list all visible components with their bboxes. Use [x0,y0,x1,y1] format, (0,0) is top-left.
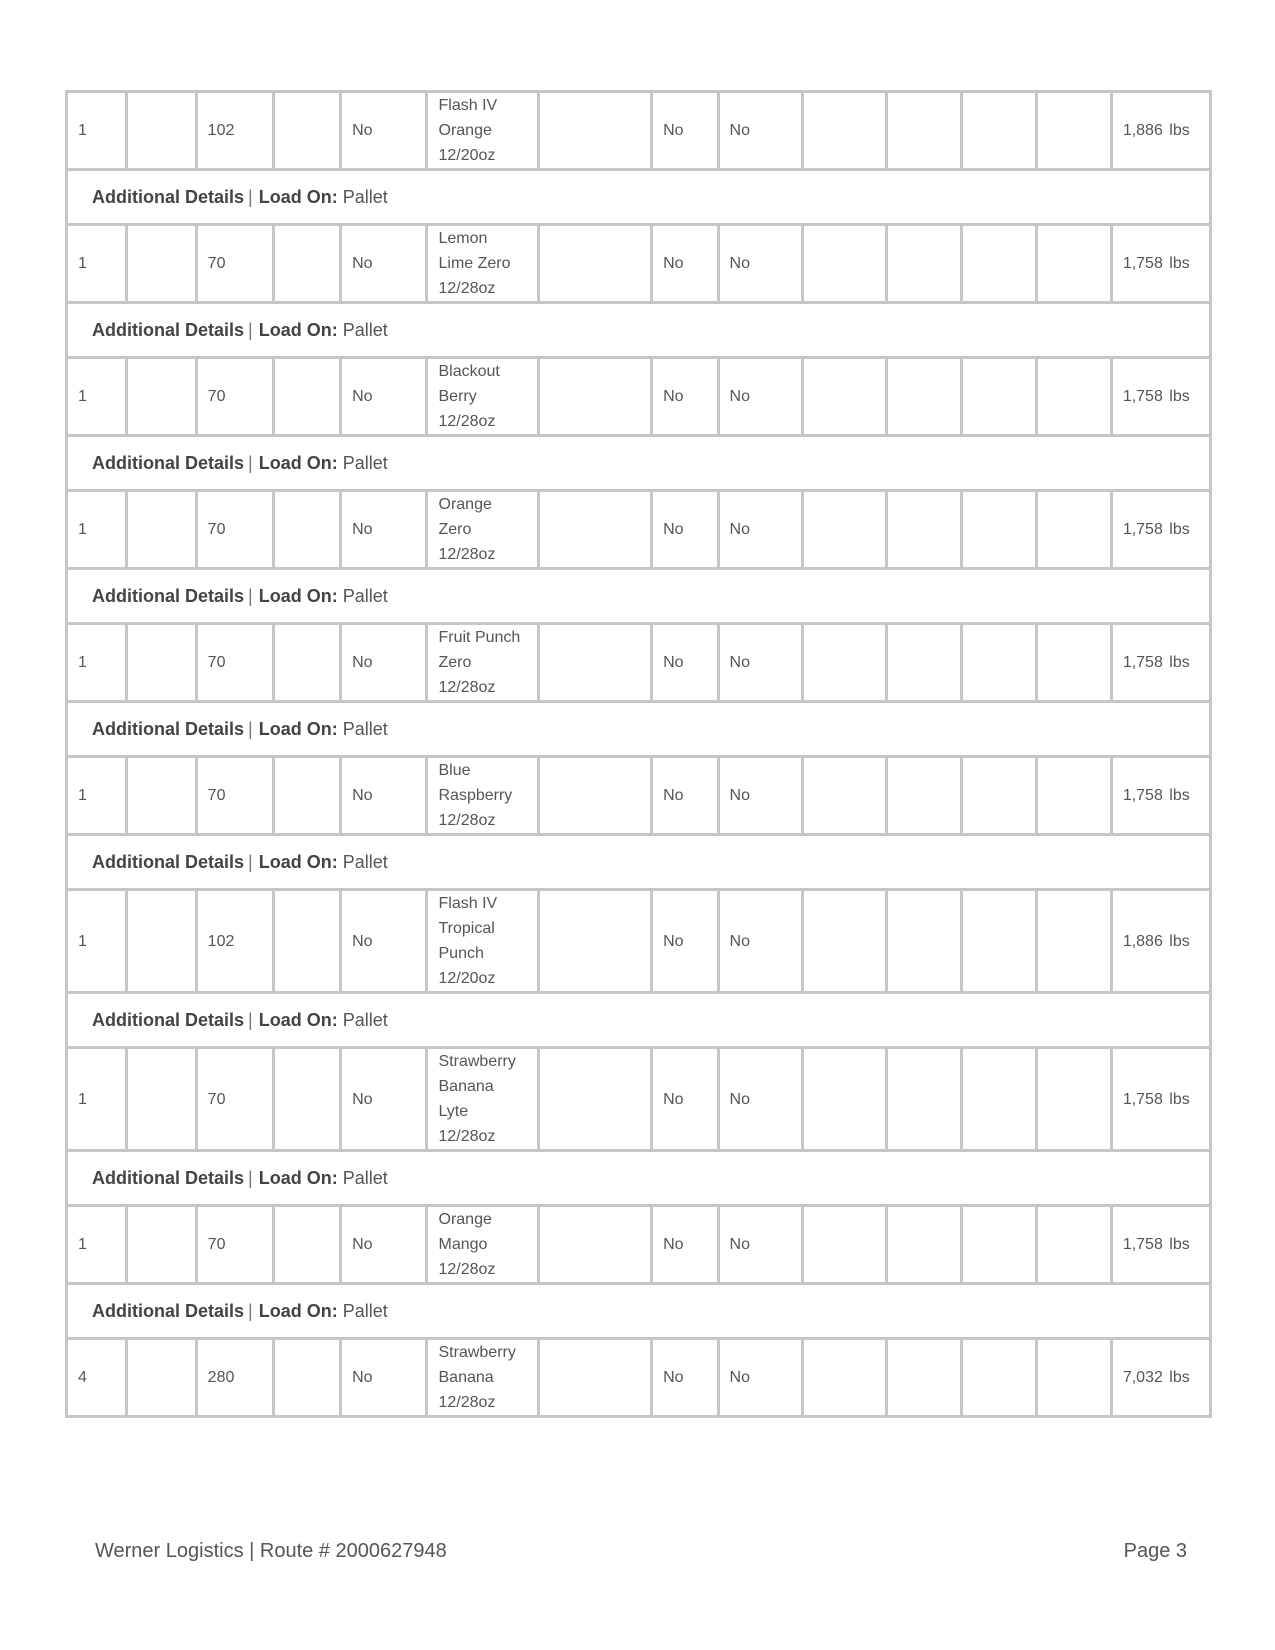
additional-details-label: Additional Details [92,718,245,739]
additional-details-row [67,170,1211,225]
additional-details-cell [67,835,1211,890]
additional-details-label: Additional Details [92,452,245,473]
weight-cell: 1,758 lbs [1111,491,1210,569]
flag-cell-2: No [718,1048,802,1151]
flag-cell-2: No [718,92,802,170]
flag-cell-1: No [652,92,718,170]
load-on-label: Load On: [258,452,338,473]
additional-details-row [67,436,1211,491]
flag-cell-1: No [652,1048,718,1151]
additional-details-label: Additional Details [92,1300,245,1321]
load-on-label: Load On: [258,1167,338,1188]
cases-cell: 102 [196,92,273,170]
empty-cell [1036,1048,1111,1151]
hazmat-cell: No [341,1048,426,1151]
empty-cell [1036,757,1111,835]
description-cell [426,225,539,303]
item-row [67,225,1211,303]
empty-cell [962,1339,1037,1417]
weight-cell: 1,758 lbs [1111,757,1210,835]
additional-details-row [67,569,1211,624]
load-on-label: Load On: [258,319,338,340]
empty-cell [962,890,1037,993]
description-line: Banana [438,1369,494,1386]
weight-cell: 1,886 lbs [1111,92,1210,170]
cases-cell: 280 [196,1339,273,1417]
footer-route: Werner Logistics | Route # 2000627948 [95,1540,447,1562]
empty-cell [127,358,197,436]
additional-details-cell [67,170,1211,225]
details-separator: | [248,585,253,606]
empty-cell [1036,624,1111,702]
item-row [67,890,1211,993]
empty-cell [539,1206,652,1284]
flag-cell-1: No [652,1206,718,1284]
empty-cell [273,1339,340,1417]
flag-cell-2: No [718,491,802,569]
empty-cell [127,1048,197,1151]
description-cell [426,1206,539,1284]
additional-details-label: Additional Details [92,1167,245,1188]
footer-page-number: Page 3 [1123,1540,1187,1562]
description-line: 12/28oz [438,1394,496,1411]
empty-cell [539,1048,652,1151]
empty-cell [962,225,1037,303]
additional-details-cell [67,1284,1211,1339]
cases-cell: 70 [196,1048,273,1151]
empty-cell [887,1206,962,1284]
details-separator: | [248,319,253,340]
details-separator: | [248,1009,253,1030]
load-on-label: Load On: [258,186,338,207]
cases-cell: 70 [196,491,273,569]
empty-cell [127,890,197,993]
empty-cell [802,358,886,436]
empty-cell [887,491,962,569]
empty-cell [1036,358,1111,436]
description-line: Lime Zero [438,255,511,272]
cases-cell: 70 [196,1206,273,1284]
description-line: 12/28oz [438,1261,496,1278]
additional-details-row [67,1284,1211,1339]
hazmat-cell: No [341,358,426,436]
item-row [67,92,1211,170]
flag-cell-1: No [652,225,718,303]
description-line: Orange [438,1211,492,1228]
details-separator: | [248,1167,253,1188]
cases-cell: 70 [196,225,273,303]
empty-cell [127,1339,197,1417]
load-on-value: Pallet [342,1167,388,1188]
hazmat-cell: No [341,624,426,702]
weight-cell: 1,758 lbs [1111,624,1210,702]
description-line: Raspberry [438,787,513,804]
description-line: Tropical [438,920,495,937]
empty-cell [962,358,1037,436]
cases-cell: 70 [196,358,273,436]
flag-cell-1: No [652,1339,718,1417]
empty-cell [962,1206,1037,1284]
empty-cell [1036,225,1111,303]
hazmat-cell: No [341,92,426,170]
additional-details-row [67,303,1211,358]
weight-cell: 1,758 lbs [1111,1048,1210,1151]
flag-cell-2: No [718,890,802,993]
additional-details-row [67,835,1211,890]
details-separator: | [248,1300,253,1321]
empty-cell [962,491,1037,569]
empty-cell [1036,1339,1111,1417]
empty-cell [273,1048,340,1151]
description-line: 12/20oz [438,147,496,164]
flag-cell-1: No [652,491,718,569]
description-line: 12/28oz [438,413,496,430]
description-line: Berry [438,388,477,405]
description-line: 12/20oz [438,970,496,987]
description-line: Lyte [438,1103,469,1120]
details-separator: | [248,452,253,473]
description-line: Banana [438,1078,494,1095]
empty-cell [273,624,340,702]
hazmat-cell: No [341,225,426,303]
empty-cell [539,890,652,993]
empty-cell [1036,491,1111,569]
description-line: 12/28oz [438,679,496,696]
empty-cell [539,1339,652,1417]
description-cell [426,491,539,569]
weight-cell: 7,032 lbs [1111,1339,1210,1417]
empty-cell [802,1206,886,1284]
empty-cell [273,92,340,170]
empty-cell [1036,1206,1111,1284]
empty-cell [539,358,652,436]
additional-details-row [67,1151,1211,1206]
empty-cell [273,757,340,835]
additional-details-label: Additional Details [92,319,245,340]
qty-cell: 1 [67,624,127,702]
item-row [67,1048,1211,1151]
qty-cell: 4 [67,1339,127,1417]
flag-cell-1: No [652,757,718,835]
empty-cell [127,1206,197,1284]
description-line: Strawberry [438,1053,516,1070]
flag-cell-2: No [718,757,802,835]
empty-cell [273,225,340,303]
description-line: 12/28oz [438,546,496,563]
empty-cell [887,624,962,702]
hazmat-cell: No [341,1206,426,1284]
details-separator: | [248,718,253,739]
hazmat-cell: No [341,491,426,569]
empty-cell [802,1048,886,1151]
additional-details-cell [67,1151,1211,1206]
description-cell [426,92,539,170]
flag-cell-2: No [718,225,802,303]
load-on-value: Pallet [342,851,388,872]
item-row [67,757,1211,835]
weight-cell: 1,758 lbs [1111,225,1210,303]
empty-cell [887,92,962,170]
hazmat-cell: No [341,757,426,835]
hazmat-cell: No [341,890,426,993]
weight-cell: 1,886 lbs [1111,890,1210,993]
qty-cell: 1 [67,92,127,170]
load-on-value: Pallet [342,186,388,207]
empty-cell [1036,92,1111,170]
load-on-value: Pallet [342,1300,388,1321]
description-cell [426,358,539,436]
qty-cell: 1 [67,225,127,303]
flag-cell-1: No [652,890,718,993]
qty-cell: 1 [67,1048,127,1151]
additional-details-label: Additional Details [92,585,245,606]
description-line: 12/28oz [438,280,496,297]
empty-cell [127,757,197,835]
item-row [67,358,1211,436]
load-on-value: Pallet [342,718,388,739]
description-line: Strawberry [438,1344,516,1361]
description-line: Mango [438,1236,488,1253]
description-line: Zero [438,521,472,538]
item-row [67,491,1211,569]
description-line: Blackout [438,363,500,380]
qty-cell: 1 [67,358,127,436]
empty-cell [887,358,962,436]
description-line: 12/28oz [438,812,496,829]
empty-cell [962,92,1037,170]
load-on-value: Pallet [342,452,388,473]
empty-cell [802,624,886,702]
load-on-label: Load On: [258,1300,338,1321]
empty-cell [802,225,886,303]
empty-cell [962,624,1037,702]
empty-cell [273,890,340,993]
empty-cell [802,1339,886,1417]
empty-cell [1036,890,1111,993]
empty-cell [802,890,886,993]
empty-cell [887,890,962,993]
item-row [67,1339,1211,1417]
flag-cell-2: No [718,1206,802,1284]
additional-details-label: Additional Details [92,186,245,207]
additional-details-row [67,702,1211,757]
load-on-value: Pallet [342,1009,388,1030]
description-line: Orange [438,496,492,513]
additional-details-cell [67,702,1211,757]
empty-cell [127,624,197,702]
item-row [67,624,1211,702]
additional-details-cell [67,993,1211,1048]
load-on-value: Pallet [342,585,388,606]
flag-cell-2: No [718,624,802,702]
weight-cell: 1,758 lbs [1111,358,1210,436]
weight-cell: 1,758 lbs [1111,1206,1210,1284]
description-line: Flash IV [438,895,498,912]
empty-cell [127,491,197,569]
empty-cell [273,358,340,436]
description-cell [426,757,539,835]
cases-cell: 70 [196,757,273,835]
empty-cell [539,757,652,835]
empty-cell [539,491,652,569]
hazmat-cell: No [341,1339,426,1417]
additional-details-cell [67,569,1211,624]
empty-cell [962,757,1037,835]
load-on-label: Load On: [258,585,338,606]
additional-details-cell [67,436,1211,491]
empty-cell [802,491,886,569]
details-separator: | [248,186,253,207]
empty-cell [887,225,962,303]
description-cell [426,890,539,993]
qty-cell: 1 [67,1206,127,1284]
empty-cell [273,1206,340,1284]
description-cell [426,624,539,702]
additional-details-label: Additional Details [92,1009,245,1030]
description-line: Lemon [438,230,488,247]
description-cell [426,1048,539,1151]
empty-cell [539,225,652,303]
qty-cell: 1 [67,757,127,835]
empty-cell [962,1048,1037,1151]
shipment-items-table [65,90,1212,1418]
cases-cell: 102 [196,890,273,993]
details-separator: | [248,851,253,872]
description-cell [426,1339,539,1417]
empty-cell [887,757,962,835]
empty-cell [887,1048,962,1151]
load-on-value: Pallet [342,319,388,340]
flag-cell-1: No [652,624,718,702]
flag-cell-2: No [718,358,802,436]
empty-cell [802,92,886,170]
cases-cell: 70 [196,624,273,702]
additional-details-cell [67,303,1211,358]
description-line: Punch [438,945,484,962]
load-on-label: Load On: [258,851,338,872]
description-line: Flash IV [438,97,498,114]
description-line: Orange [438,122,492,139]
empty-cell [539,92,652,170]
flag-cell-1: No [652,358,718,436]
item-row [67,1206,1211,1284]
empty-cell [539,624,652,702]
empty-cell [127,92,197,170]
description-line: Zero [438,654,472,671]
description-line: Blue [438,762,471,779]
description-line: 12/28oz [438,1128,496,1145]
additional-details-label: Additional Details [92,851,245,872]
flag-cell-2: No [718,1339,802,1417]
load-on-label: Load On: [258,718,338,739]
qty-cell: 1 [67,491,127,569]
description-line: Fruit Punch [438,629,521,646]
empty-cell [802,757,886,835]
load-on-label: Load On: [258,1009,338,1030]
empty-cell [127,225,197,303]
empty-cell [887,1339,962,1417]
additional-details-row [67,993,1211,1048]
empty-cell [273,491,340,569]
qty-cell: 1 [67,890,127,993]
